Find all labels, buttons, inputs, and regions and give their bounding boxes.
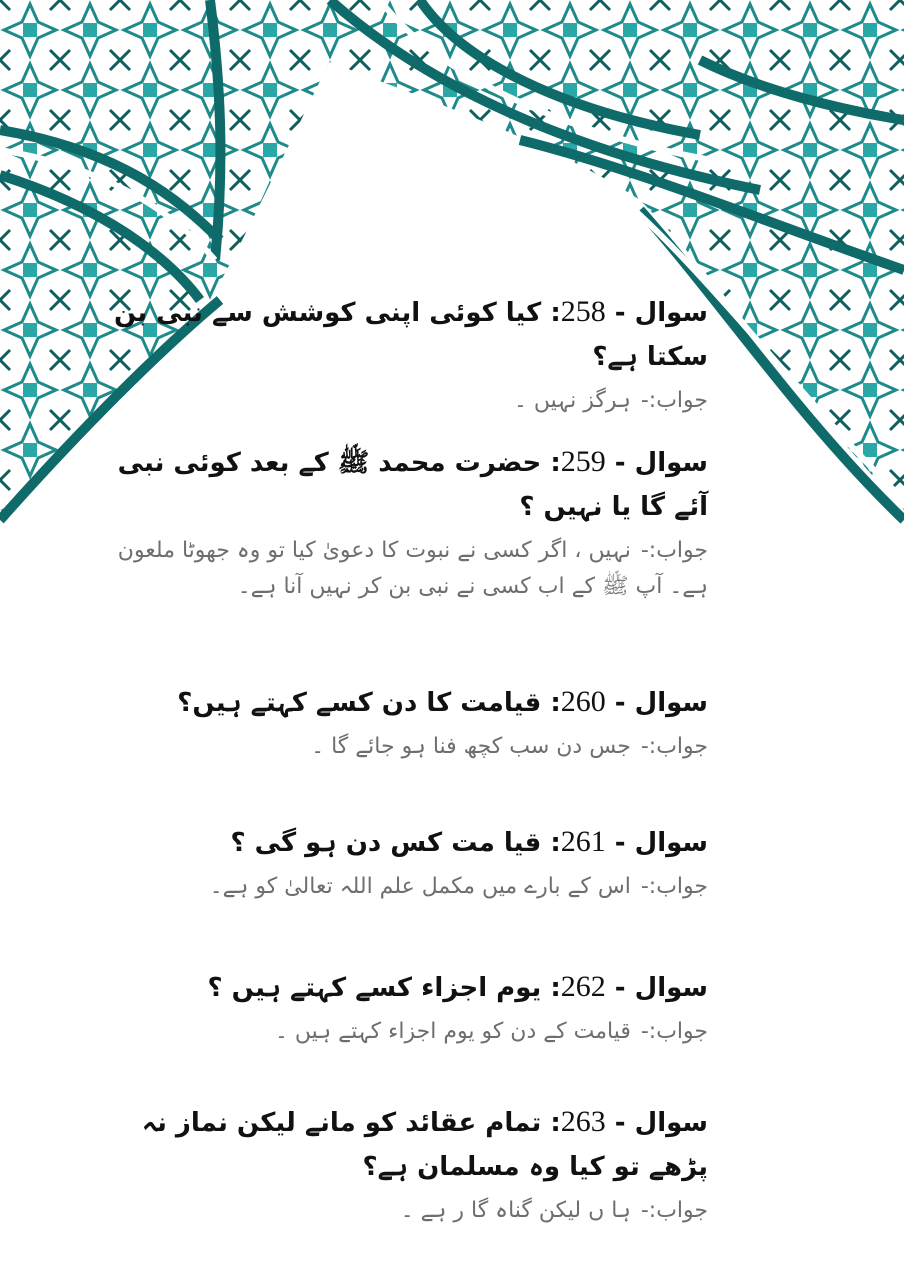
answer-263: جواب:-ہا ں لیکن گناہ گا ر ہے ۔	[400, 1198, 708, 1223]
question-259: سوال - 259: حضرت محمد ﷺ کے بعد کوئی نبی آئے گا یا نہیں ؟	[117, 445, 708, 522]
answer-259: جواب:-نہیں ، اگر کسی نے نبوت کا دعویٰ کیا تو وہ جھوٹا ملعون ہے۔ آپ ﷺ کے اب کسی نے نبی بن کر نہیں آنا ہے۔	[117, 538, 708, 599]
answer-260: جواب:-جس دن سب کچھ فنا ہو جائے گا ۔	[311, 734, 708, 759]
answer-262: جواب:-قیامت کے دن کو یوم اجزاء کہتے ہیں ۔	[275, 1019, 708, 1044]
qa-item-260	[78, 680, 708, 765]
question-260: سوال - 260: قیامت کا دن کسے کہتے ہیں؟	[177, 685, 708, 718]
qa-item-262	[78, 965, 708, 1050]
question-258: سوال - 258: کیا کوئی اپنی کوشش سے نبی بن سکتا ہے؟	[114, 295, 708, 372]
qa-item-258	[78, 290, 708, 419]
qa-item-261	[78, 820, 708, 905]
qa-item-263	[78, 1100, 708, 1229]
answer-258: جواب:-ہرگز نہیں ۔	[513, 388, 708, 413]
question-262: سوال - 262: یوم اجزاء کسے کہتے ہیں ؟	[207, 970, 708, 1003]
qa-item-259	[78, 440, 708, 605]
question-261: سوال - 261: قیا مت کس دن ہو گی ؟	[230, 825, 708, 858]
question-263: سوال - 263: تمام عقائد کو مانے لیکن نماز نہ پڑھے تو کیا وہ مسلمان ہے؟	[141, 1105, 708, 1182]
answer-261: جواب:-اس کے بارے میں مکمل علم اللہ تعالیٰ کو ہے۔	[209, 874, 708, 899]
